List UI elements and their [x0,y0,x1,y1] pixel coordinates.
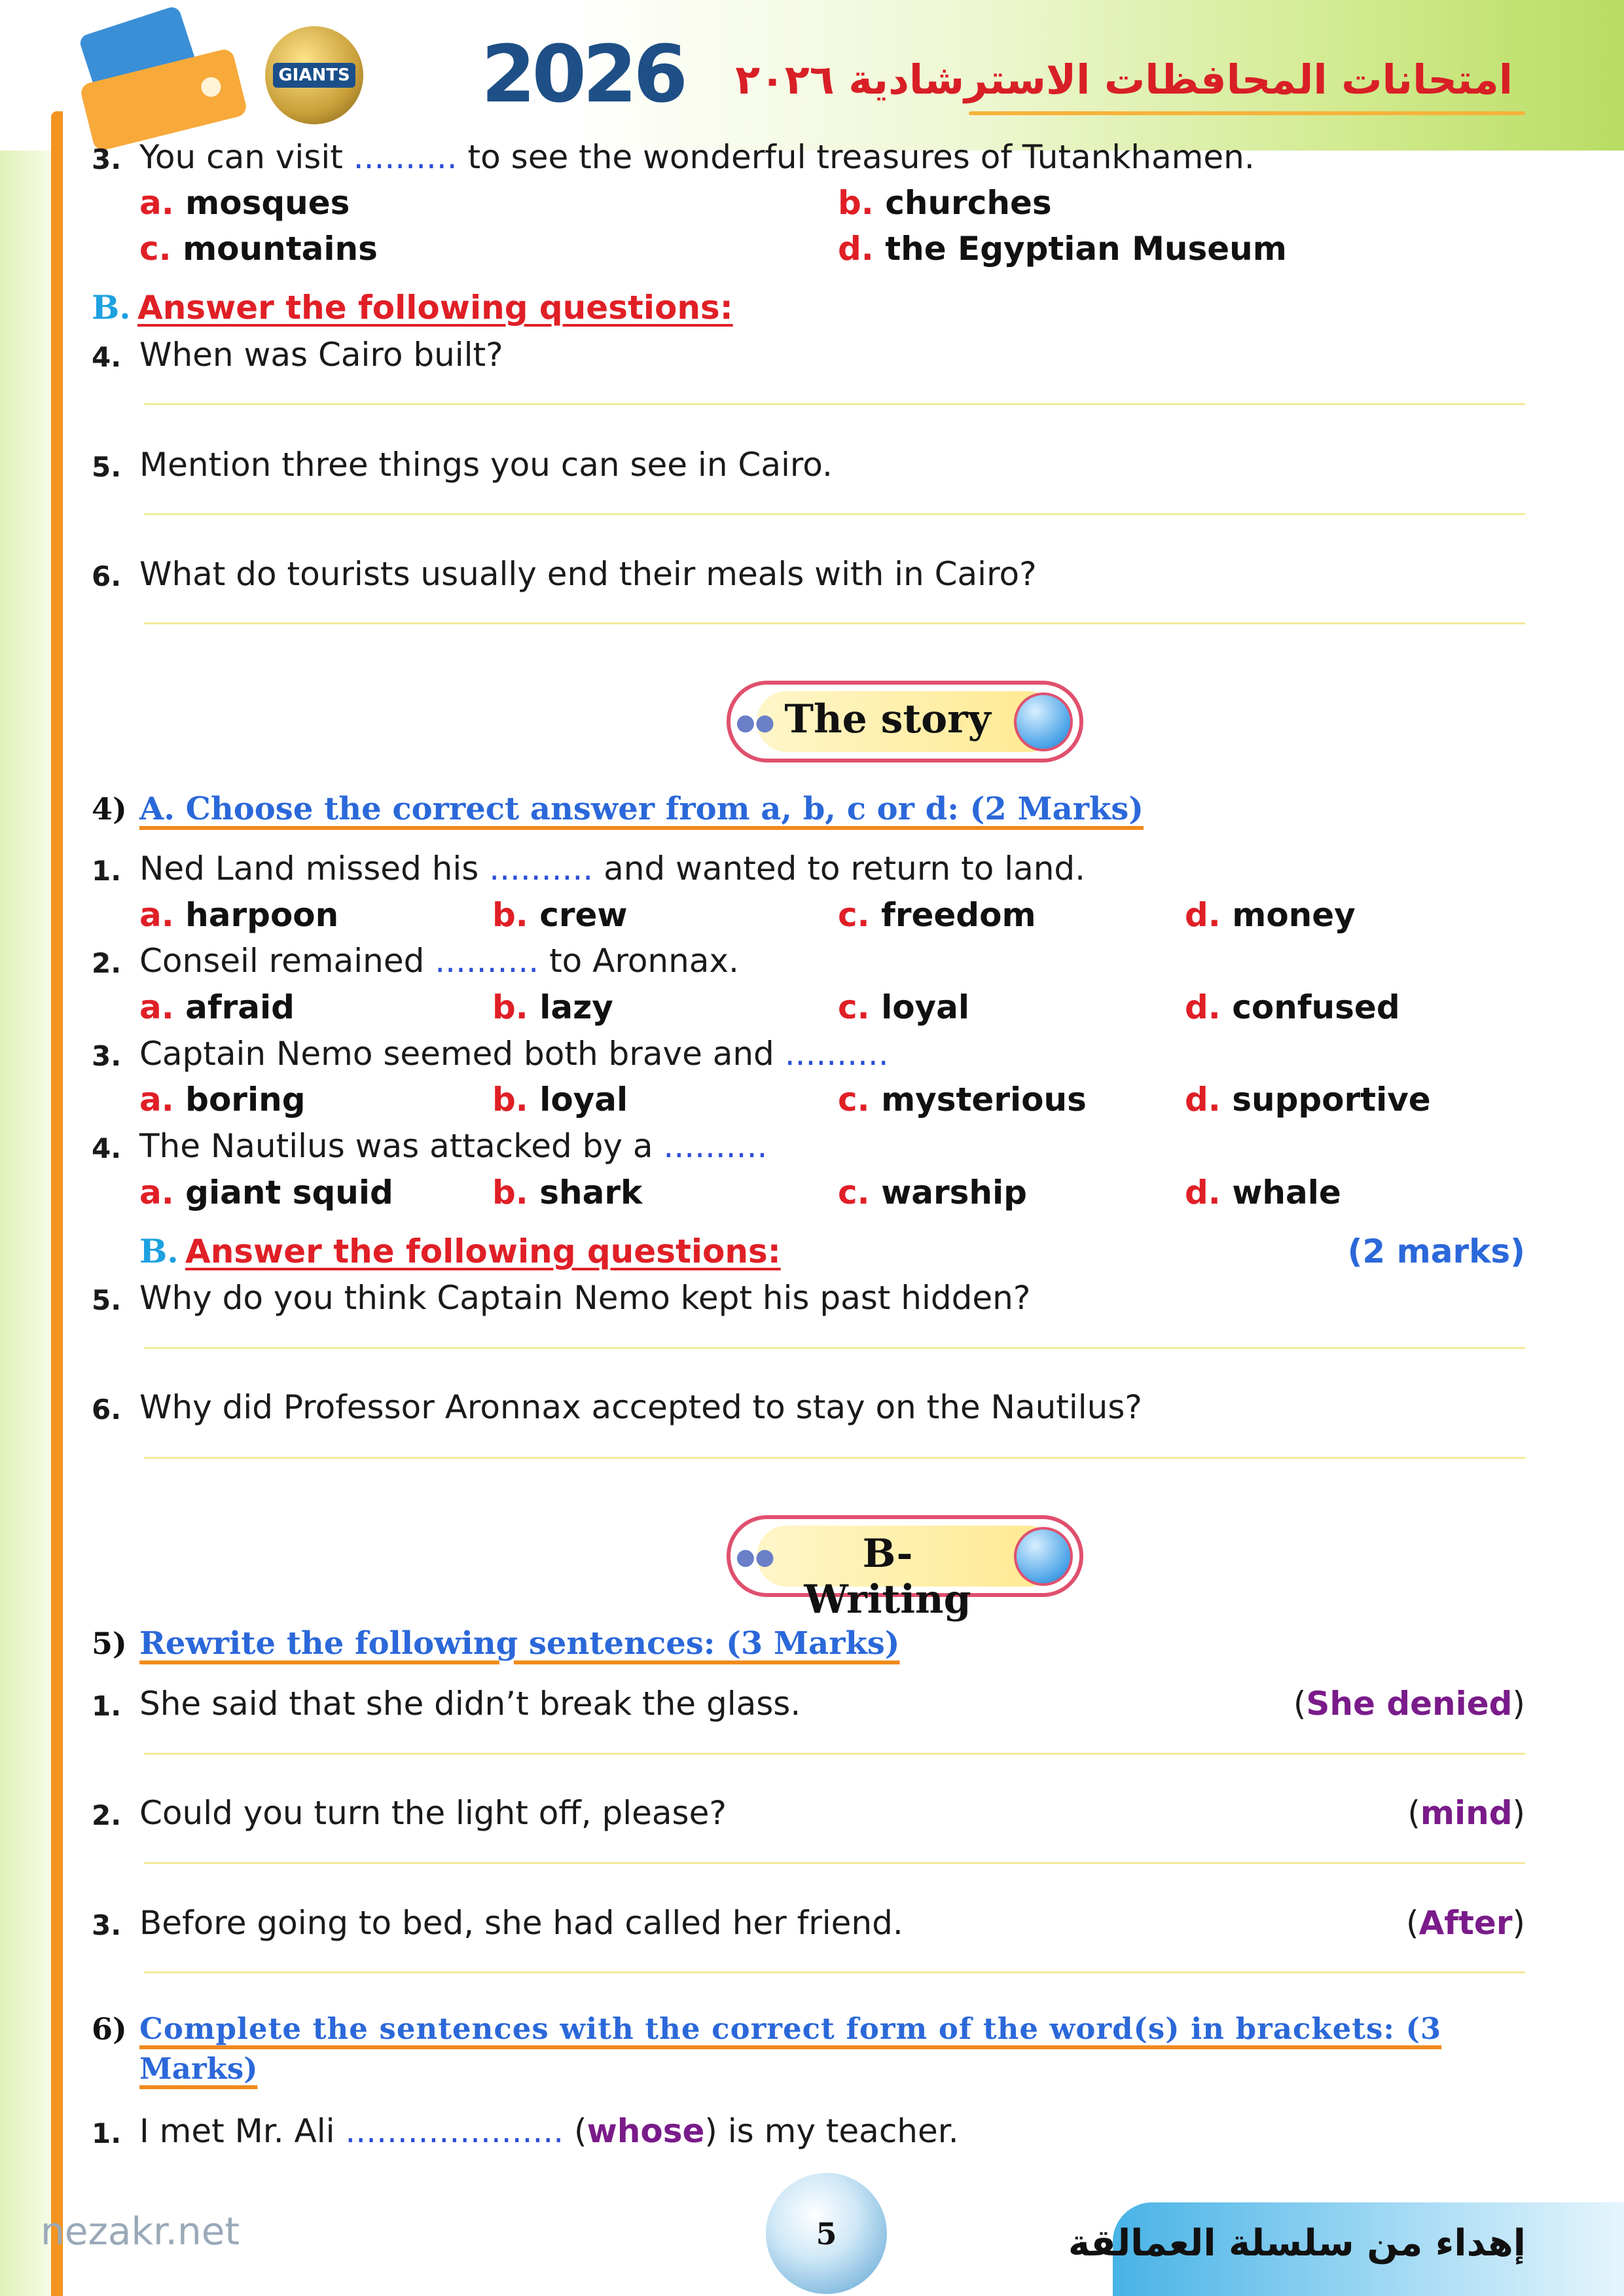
people-icon: ●● [736,709,775,736]
question-number: 2. [92,1799,122,1831]
year-logo [481,29,684,120]
question-number: 6. [92,560,122,592]
option-b[interactable]: b. lazy [492,988,613,1026]
year-text: 2026 [481,29,684,120]
question-number: 4. [92,341,122,373]
question-number: 5. [92,451,122,483]
question-text: Why do you think Captain Nemo kept his past hidden? [139,1279,1031,1317]
option-c[interactable]: c. mountains [139,230,378,268]
question-number: 4. [92,1132,122,1164]
option-c[interactable]: c. warship [838,1174,1027,1211]
section-number: 5) [92,1626,127,1661]
answer-line[interactable] [144,513,1525,515]
marks-label: (2 marks) [1347,1232,1525,1270]
section-heading: A. Choose the correct answer from a, b, c or d: (2 Marks) [139,791,1144,827]
banner-title: The story [784,696,991,742]
blank[interactable]: .......... [489,850,594,888]
blank[interactable]: .......... [435,942,539,980]
option-a[interactable]: a. boring [139,1081,306,1119]
section-heading: Answer the following questions: [137,289,733,327]
answer-line[interactable] [144,1862,1525,1864]
hint: (mind) [1407,1794,1525,1832]
left-decoration [0,0,51,2296]
bubble-icon [1014,1527,1073,1586]
question-text: Could you turn the light off, please? [139,1794,727,1832]
question-number: 1. [92,2117,122,2149]
header-underline [969,111,1525,115]
banner-title: B- Writing [804,1531,971,1623]
option-d[interactable]: d. whale [1185,1174,1341,1211]
answer-line[interactable] [144,1457,1525,1459]
blank[interactable]: .......... [353,138,458,176]
hint: (After) [1406,1904,1525,1942]
section-heading: Answer the following questions: [185,1232,781,1270]
answer-line[interactable] [144,1753,1525,1755]
header-title: امتحانات المحافظات الاسترشادية ٢٠٢٦ [735,56,1513,103]
left-margin-bar [51,111,63,2296]
answer-line[interactable] [144,1347,1525,1349]
section-heading: Marks) [139,2051,258,2086]
bubble-icon [1014,692,1073,751]
blank[interactable]: .......... [663,1127,768,1165]
option-c[interactable]: c. loyal [838,988,970,1026]
section-letter: B. [139,1232,179,1270]
section-letter: B. [92,288,131,327]
question-number: 1. [92,1690,122,1722]
question-number: 6. [92,1393,122,1426]
answer-line[interactable] [144,622,1525,624]
writing-banner [727,1515,1083,1623]
hint: (She denied) [1293,1685,1525,1723]
blank[interactable]: .......... [784,1035,889,1073]
question-text: Ned Land missed his .......... and wanted to return to land. [139,850,1086,888]
question-number: 3. [92,143,122,175]
option-b[interactable]: b. churches [838,184,1052,222]
option-c[interactable]: c. freedom [838,896,1036,934]
question-text: Mention three things you can see in Cairo. [139,446,833,484]
question-text: Conseil remained .......... to Aronnax. [139,942,739,980]
question-number: 3. [92,1909,122,1941]
option-b[interactable]: b. shark [492,1174,643,1211]
section-heading: Rewrite the following sentences: (3 Marks) [139,1625,900,1662]
page-number-text: 5 [816,2215,837,2251]
option-d[interactable]: d. money [1185,896,1356,934]
question-text: Why did Professor Aronnax accepted to stay on the Nautilus? [139,1388,1142,1426]
option-d[interactable]: d. the Egyptian Museum [838,230,1287,268]
question-text: What do tourists usually end their meals with in Cairo? [139,555,1037,593]
option-a[interactable]: a. giant squid [139,1174,393,1211]
answer-line[interactable] [144,1971,1525,1973]
option-d[interactable]: d. confused [1185,988,1400,1026]
page-number [766,2173,887,2294]
section-number: 6) [92,2011,127,2047]
section-number: 4) [92,791,127,827]
question-text: You can visit .......... to see the wonderful treasures of Tutankhamen. [139,138,1255,176]
question-text: She said that she didn’t break the glass. [139,1685,801,1723]
option-d[interactable]: d. supportive [1185,1081,1431,1119]
blank[interactable]: ..................... [345,2112,564,2150]
question-text: Captain Nemo seemed both brave and .......... [139,1035,889,1073]
question-number: 2. [92,947,122,979]
option-b[interactable]: b. loyal [492,1081,628,1119]
people-icon: ●● [736,1544,775,1570]
section-heading: Complete the sentences with the correct form of the word(s) in brackets: (3 [139,2011,1442,2046]
answer-line[interactable] [144,403,1525,405]
watermark: nezakr.net [41,2209,240,2253]
question-text: The Nautilus was attacked by a .......... [139,1127,768,1165]
option-c[interactable]: c. mysterious [838,1081,1087,1119]
option-b[interactable]: b. crew [492,896,628,934]
question-number: 5. [92,1284,122,1316]
question-text: I met Mr. Ali ..................... (whose) is my teacher. [139,2112,959,2150]
story-banner [727,681,1083,762]
option-a[interactable]: a. harpoon [139,896,339,934]
question-text: Before going to bed, she had called her friend. [139,1904,903,1942]
question-number: 1. [92,855,122,887]
option-a[interactable]: a. mosques [139,184,350,222]
option-a[interactable]: a. afraid [139,988,295,1026]
question-number: 3. [92,1040,122,1072]
giants-logo [265,26,363,124]
footer-dedication: إهداء من سلسلة العمالقة [1068,2222,1526,2265]
question-text: When was Cairo built? [139,336,503,374]
logo-text: GIANTS [273,63,355,88]
